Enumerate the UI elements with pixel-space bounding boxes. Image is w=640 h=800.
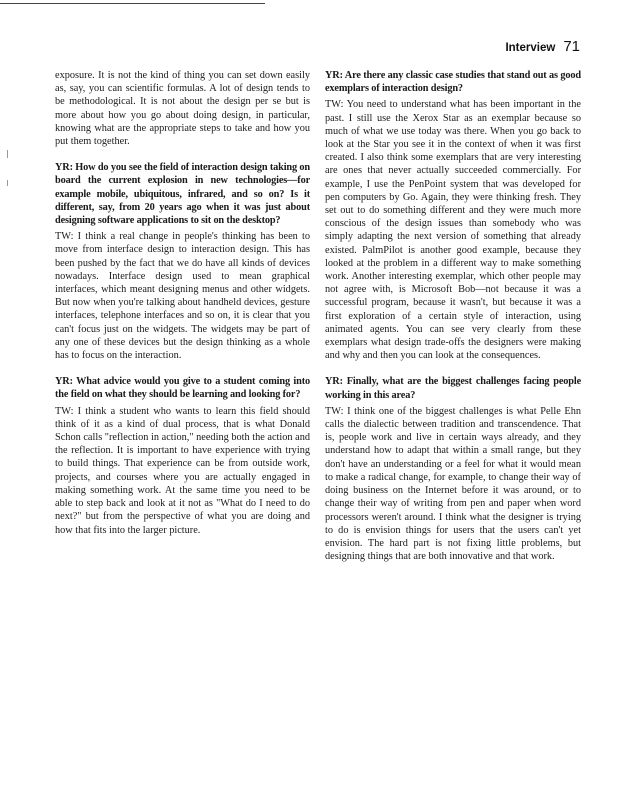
answer-interaction-shift: TW: I think a real change in people's thinking has been to move from interface design to interaction design. This has been pushed by the fact that we do have all kinds of devices nowadays. Interface design used to mean graphical interfaces, which meant designing menus and other widgets. But now when you're talking about handheld devices, gesture interfaces, telephone interfaces and so on, it is clear that you can't focus just on the widgets. The widgets may be part of any one of these devices but the design thinking as a whole has to focus on the interaction. [55, 231, 310, 362]
left-column [55, 69, 310, 537]
question-case-studies: YR: Are there any classic case studies that stand out as good exemplars of interaction design? [325, 70, 581, 95]
question-field-explosion: YR: How do you see the field of interaction design taking on board the current explosion in new technologies—for example mobile, ubiquitous, infrared, and so on? Is it different, say, from 20 years ago when it was just about designing software applications to sit on the desktop? [55, 162, 311, 227]
answer-exemplars: TW: You need to understand what has been important in the past. I still use the Xerox Star as an exemplar because so much of what we use today was there. When you go back to look at the Star you see it in the context of when it was first created. I also think some exemplars that are very interesting are ones that never actually succeeded commercially. For example, I use the PenPoint system that was developed for pen computers by Go. Again, they were thinking fresh. They set out to do something different and they were much more conscious of the design issues than somebody who was simply adapting the next version of something that already existed. PalmPilot is another good example, because they looked at the problem in a different way to make something work. Another interesting exemplar, which other people may not agree with, is Microsoft Bob—not because it was a successful program, because it wasn't, but because it was a first exploration of a certain style of interaction, using animated agents. You can see very clearly from these exemplars what design trade-offs the designers were making and why and then you can look at the consequences. [325, 99, 581, 362]
right-column [325, 69, 581, 563]
section-title: Interview [505, 42, 556, 54]
running-header [505, 38, 580, 55]
question-biggest-challenges: YR: Finally, what are the biggest challenges facing people working in this area? [325, 376, 581, 401]
paragraph-continuation: exposure. It is not the kind of thing you can set down easily as, say, you can scientific formulas. A lot of design tends to be methodological. It is not about the design per se but is more about how you go about doing design, in particular, knowing what are the appropriate steps to take and how you put them together. [55, 70, 310, 148]
top-rule [0, 3, 265, 4]
answer-tradition-transcendence: TW: I think one of the biggest challenges is what Pelle Ehn calls the dialectic between tradition and transcendence. That is, people work and live in certain ways already, and they understand how to adapt that within a small range, but they don't have an understanding or a feel for what it would mean to make a radical change, for example, to change their way of doing business on the Internet before it was around, or to change their way of writing from pen and paper when word processors weren't around. I think what the designer is trying to do is envision things for users that the users can't yet envision. The hard part is not fixing little problems, but designing things that are both innovative and that work. [325, 405, 581, 563]
answer-reflection-in-action: TW: I think a student who wants to learn this field should think of it as a kind of dual process, that is what Donald Schon calls "reflection in action," needing both the action and the reflection. It is important to have experience with trying to build things. That experience can be from outside work, projects, and courses where you are actually engaged in making something work. At the same time you need to be able to step back and look at it not as "What do I need to do next?" but from the perspective of what you are doing and how that fits into the larger picture. [55, 405, 310, 536]
page-number: 71 [563, 38, 580, 55]
question-student-advice: YR: What advice would you give to a student coming into the field on what they should be learning and looking for? [55, 376, 310, 401]
